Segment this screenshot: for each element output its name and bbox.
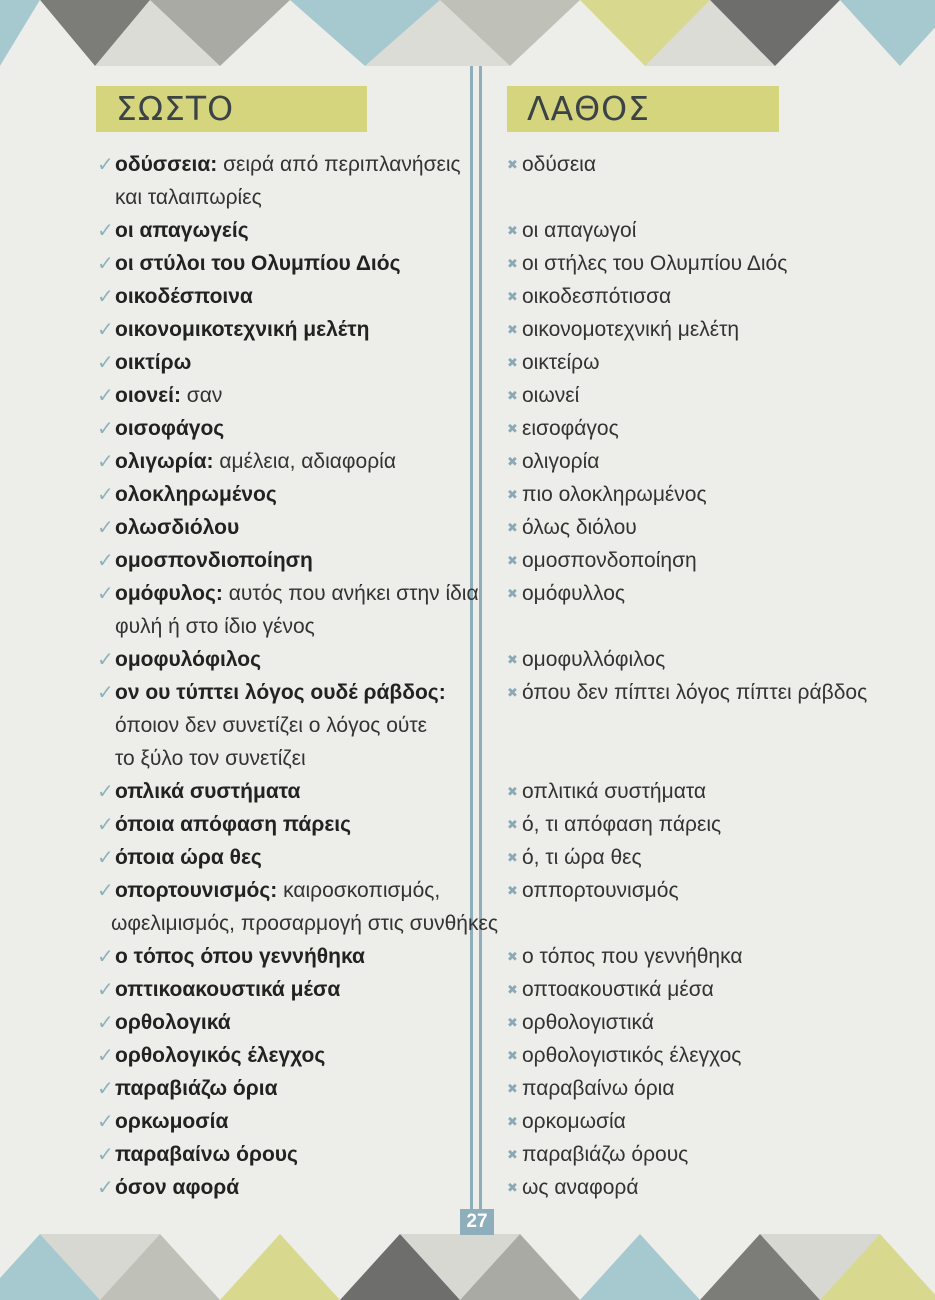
cross-icon: ✖ <box>507 949 518 964</box>
list-item: ✓ομοσπονδιοποίηση <box>97 544 313 578</box>
list-item: ✖ πιο ολοκληρωμένος <box>507 478 707 511</box>
list-item-continuation: το ξύλο τον συνετίζει <box>115 747 306 770</box>
list-item: ✖ παραβαίνω όρια <box>507 1072 674 1105</box>
cross-icon: ✖ <box>507 1147 518 1162</box>
list-item: ✓παραβαίνω όρους <box>97 1138 298 1172</box>
list-item: ✖ ορθολογιστικά <box>507 1006 654 1039</box>
cross-icon: ✖ <box>507 817 518 832</box>
cross-icon: ✖ <box>507 223 518 238</box>
check-icon: ✓ <box>97 319 114 341</box>
check-icon: ✓ <box>97 550 114 572</box>
list-item: ✓οπτικοακουστικά μέσα <box>97 973 340 1007</box>
check-icon: ✓ <box>97 286 114 308</box>
cross-icon: ✖ <box>507 883 518 898</box>
cross-icon: ✖ <box>507 652 518 667</box>
check-icon: ✓ <box>97 1045 114 1067</box>
list-item: ✖ οικοδεσπότισσα <box>507 280 671 313</box>
check-icon: ✓ <box>97 814 114 836</box>
list-item: ✖ ό, τι απόφαση πάρεις <box>507 808 721 841</box>
cross-icon: ✖ <box>507 157 518 172</box>
check-icon: ✓ <box>97 649 114 671</box>
check-icon: ✓ <box>97 979 114 1001</box>
column-divider <box>469 66 483 1234</box>
list-item: ✓οι απαγωγείς <box>97 214 249 248</box>
check-icon: ✓ <box>97 517 114 539</box>
list-item: ✖ ο τόπος που γεννήθηκα <box>507 940 743 973</box>
cross-icon: ✖ <box>507 322 518 337</box>
check-icon: ✓ <box>97 781 114 803</box>
wrong-heading: ΛΑΘΟΣ <box>507 86 779 132</box>
cross-icon: ✖ <box>507 982 518 997</box>
list-item: ✓ολοκληρωμένος <box>97 478 277 512</box>
check-icon: ✓ <box>97 418 114 440</box>
list-item: ✖ παραβιάζω όρους <box>507 1138 688 1171</box>
list-item: ✓ομόφυλος: αυτός που ανήκει στην ίδια <box>97 577 479 611</box>
list-item: ✓όσον αφορά <box>97 1171 239 1205</box>
check-icon: ✓ <box>97 583 114 605</box>
list-item: ✖ όπου δεν πίπτει λόγος πίπτει ράβδος <box>507 676 867 709</box>
list-item-continuation: και ταλαιπωρίες <box>115 186 262 209</box>
divider-line-left <box>470 66 473 1234</box>
list-item: ✓ορκωμοσία <box>97 1105 228 1139</box>
list-item-continuation: όποιον δεν συνετίζει ο λόγος ούτε <box>115 714 428 737</box>
cross-icon: ✖ <box>507 520 518 535</box>
check-icon: ✓ <box>97 352 114 374</box>
divider-line-right <box>479 66 482 1234</box>
list-item: ✖ ομοφυλλόφιλος <box>507 643 665 676</box>
cross-icon: ✖ <box>507 685 518 700</box>
page-number: 27 <box>460 1209 494 1235</box>
list-item: ✖ όλως διόλου <box>507 511 637 544</box>
check-icon: ✓ <box>97 946 114 968</box>
check-icon: ✓ <box>97 253 114 275</box>
check-icon: ✓ <box>97 1111 114 1133</box>
list-item: ✓παραβιάζω όρια <box>97 1072 278 1106</box>
list-item: ✖ ορκομωσία <box>507 1105 626 1138</box>
list-item: ✖ οι απαγωγοί <box>507 214 636 247</box>
correct-heading: ΣΩΣΤΟ <box>96 86 367 132</box>
list-item: ✓ον ου τύπτει λόγος ουδέ ράβδος: <box>97 676 446 710</box>
check-icon: ✓ <box>97 1144 114 1166</box>
list-item: ✓οικονομικοτεχνική μελέτη <box>97 313 369 347</box>
bottom-pattern-band <box>0 1234 935 1300</box>
cross-icon: ✖ <box>507 1048 518 1063</box>
list-item: ✓οισοφάγος <box>97 412 224 446</box>
cross-icon: ✖ <box>507 1015 518 1030</box>
list-item: ✓ολωσδιόλου <box>97 511 239 545</box>
cross-icon: ✖ <box>507 454 518 469</box>
list-item: ✖ οιωνεί <box>507 379 579 412</box>
list-item: ✖ ομόφυλλος <box>507 577 625 610</box>
cross-icon: ✖ <box>507 1114 518 1129</box>
list-item: ✖ οδύσεια <box>507 148 596 181</box>
list-item: ✖ οπτοακουστικά μέσα <box>507 973 714 1006</box>
list-item: ✓ορθολογικός έλεγχος <box>97 1039 325 1073</box>
list-item: ✖ οικονομοτεχνική μελέτη <box>507 313 739 346</box>
cross-icon: ✖ <box>507 355 518 370</box>
list-item: ✖ οι στήλες του Ολυμπίου Διός <box>507 247 787 280</box>
cross-icon: ✖ <box>507 487 518 502</box>
list-item: ✓ο τόπος όπου γεννήθηκα <box>97 940 365 974</box>
cross-icon: ✖ <box>507 553 518 568</box>
list-item: ✓οδύσσεια: σειρά από περιπλανήσεις <box>97 148 461 182</box>
check-icon: ✓ <box>97 484 114 506</box>
check-icon: ✓ <box>97 154 114 176</box>
list-item: ✖ οππορτουνισμός <box>507 874 679 907</box>
cross-icon: ✖ <box>507 388 518 403</box>
cross-icon: ✖ <box>507 1081 518 1096</box>
cross-icon: ✖ <box>507 784 518 799</box>
list-item: ✖ οπλιτικά συστήματα <box>507 775 706 808</box>
check-icon: ✓ <box>97 847 114 869</box>
list-item: ✖ ό, τι ώρα θες <box>507 841 642 874</box>
list-item: ✓ομοφυλόφιλος <box>97 643 261 677</box>
list-item: ✓οπλικά συστήματα <box>97 775 300 809</box>
check-icon: ✓ <box>97 1078 114 1100</box>
cross-icon: ✖ <box>507 289 518 304</box>
list-item: ✖ οικτείρω <box>507 346 600 379</box>
list-item: ✓οικτίρω <box>97 346 191 380</box>
list-item-continuation: φυλή ή στο ίδιο γένος <box>115 615 315 638</box>
check-icon: ✓ <box>97 1177 114 1199</box>
check-icon: ✓ <box>97 220 114 242</box>
cross-icon: ✖ <box>507 586 518 601</box>
list-item: ✖ ως αναφορά <box>507 1171 639 1204</box>
cross-icon: ✖ <box>507 256 518 271</box>
list-item: ✓οι στύλοι του Ολυμπίου Διός <box>97 247 401 281</box>
check-icon: ✓ <box>97 451 114 473</box>
list-item: ✓οικοδέσποινα <box>97 280 253 314</box>
list-item: ✖ εισοφάγος <box>507 412 619 445</box>
list-item: ✖ ορθολογιστικός έλεγχος <box>507 1039 741 1072</box>
list-item: ✓ορθολογικά <box>97 1006 231 1040</box>
list-item: ✓οπορτουνισμός: καιροσκοπισμός, <box>97 874 440 908</box>
check-icon: ✓ <box>97 880 114 902</box>
top-pattern-band <box>0 0 935 66</box>
list-item: ✓ολιγωρία: αμέλεια, αδιαφορία <box>97 445 396 479</box>
cross-icon: ✖ <box>507 421 518 436</box>
cross-icon: ✖ <box>507 850 518 865</box>
list-item: ✖ ολιγορία <box>507 445 599 478</box>
list-item: ✓όποια απόφαση πάρεις <box>97 808 351 842</box>
check-icon: ✓ <box>97 1012 114 1034</box>
list-item: ✓όποια ώρα θες <box>97 841 262 875</box>
cross-icon: ✖ <box>507 1180 518 1195</box>
list-item: ✓οιονεί: σαν <box>97 379 222 413</box>
check-icon: ✓ <box>97 682 114 704</box>
check-icon: ✓ <box>97 385 114 407</box>
list-item: ✖ ομοσπονδοποίηση <box>507 544 697 577</box>
list-item-continuation: ωφελιμισμός, προσαρμογή στις συνθήκες <box>111 912 498 935</box>
